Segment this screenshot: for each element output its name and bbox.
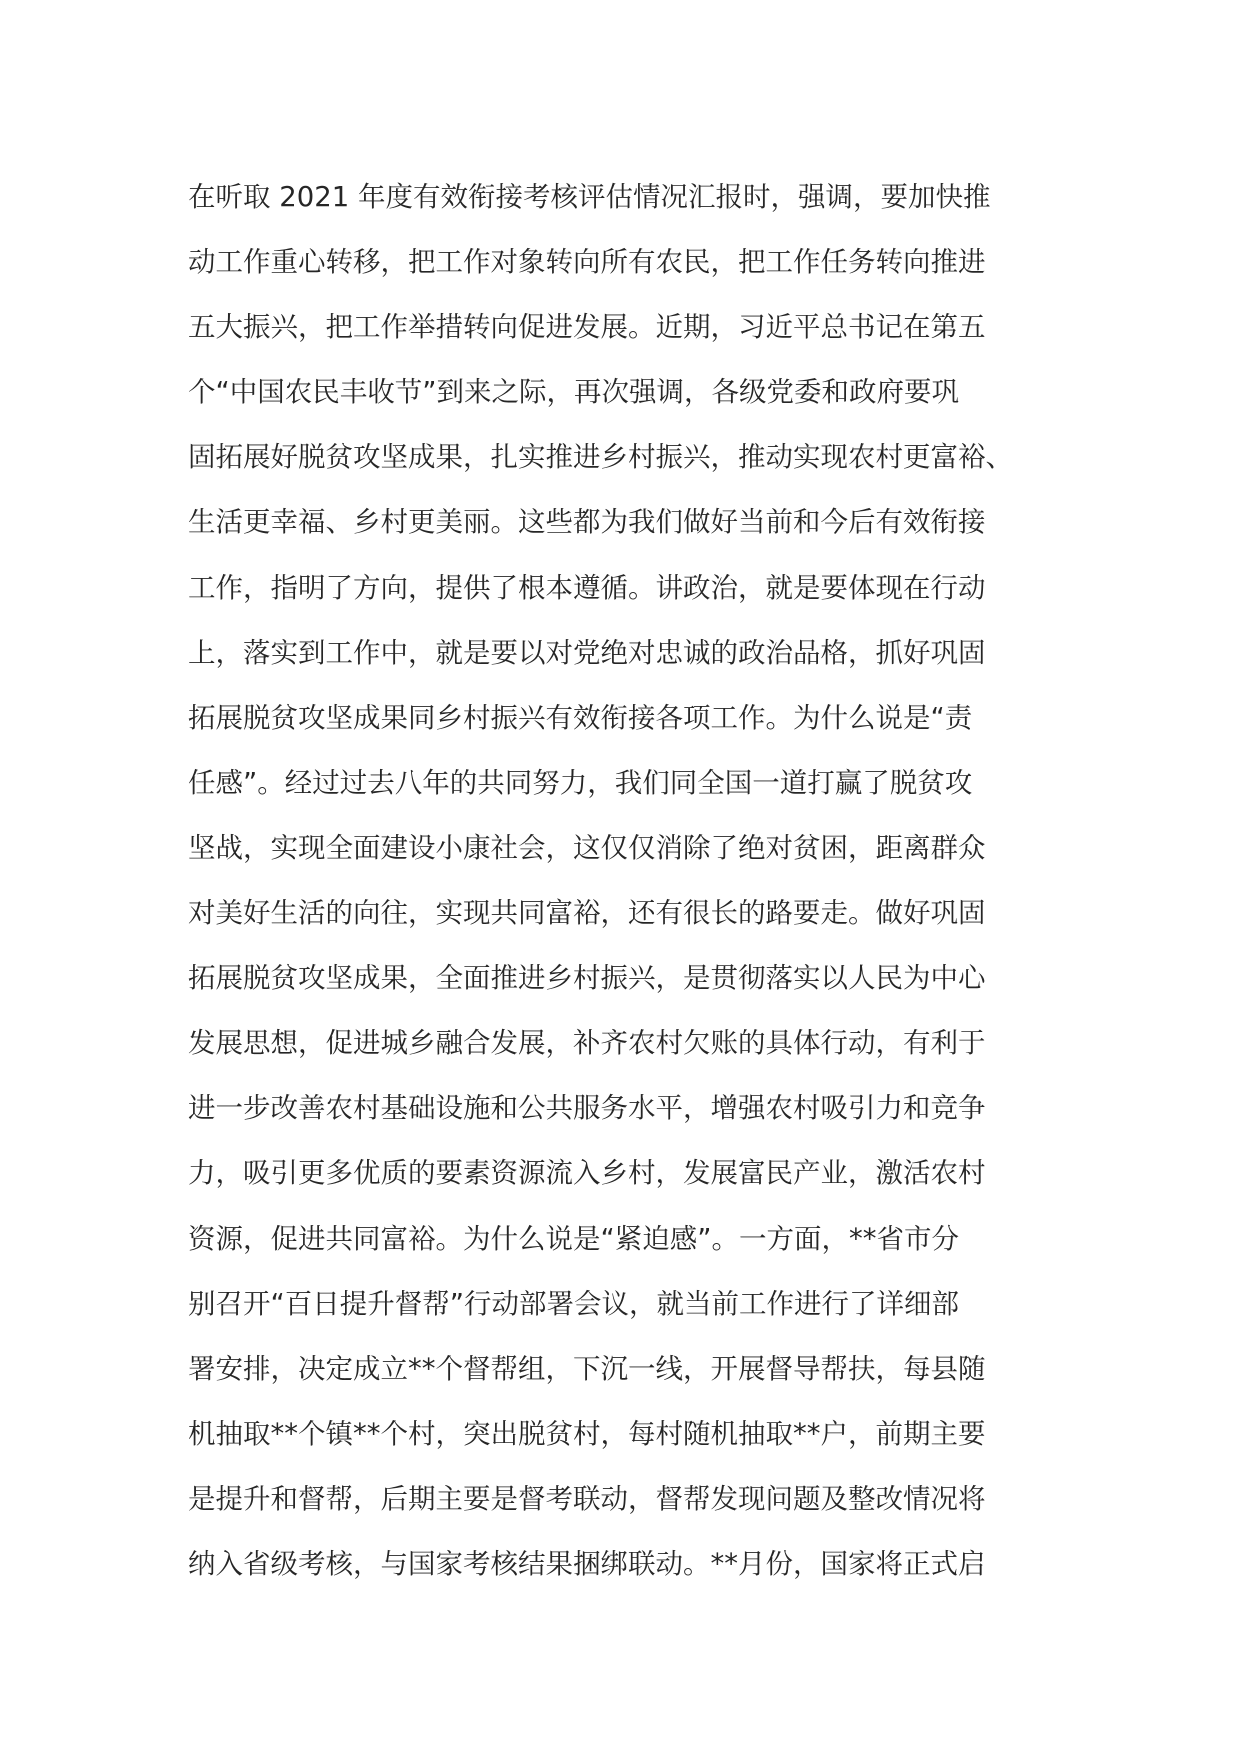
text-line-10: 任感”。经过过去八年的共同努力，我们同全国一道打赢了脱贫攻 [188,766,973,799]
body-paragraph [188,172,1068,1604]
text-line-14: 发展思想，促进城乡融合发展，补齐农村欠账的具体行动，有利于 [188,1027,986,1060]
text-line-18: 别召开“百日提升督帮”行动部署会议，就当前工作进行了详细部 [188,1287,959,1320]
text-line-21: 是提升和督帮，后期主要是督考联动，督帮发现问题及整改情况将 [188,1482,986,1515]
text-line-13: 拓展脱贫攻坚成果，全面推进乡村振兴，是贯彻落实以人民为中心 [188,962,986,995]
text-line-6: 生活更幸福、乡村更美丽。这些都为我们做好当前和今后有效衔接 [188,506,986,539]
text-line-17: 资源，促进共同富裕。为什么说是“紧迫感”。一方面，**省市分 [188,1222,959,1255]
text-line-16: 力，吸引更多优质的要素资源流入乡村，发展富民产业，激活农村 [188,1157,986,1190]
text-line-19: 署安排，决定成立**个督帮组，下沉一线，开展督导帮扶，每县随 [188,1352,986,1385]
text-line-2: 动工作重心转移，把工作对象转向所有农民，把工作任务转向推进 [188,246,986,279]
text-line-22: 纳入省级考核，与国家考核结果捆绑联动。**月份，国家将正式启 [188,1547,986,1580]
text-line-20: 机抽取**个镇**个村，突出脱贫村，每村随机抽取**户，前期主要 [188,1417,986,1450]
text-line-5: 固拓展好脱贫攻坚成果，扎实推进乡村振兴，推动实现农村更富裕、 [188,441,1013,474]
text-line-7: 工作，指明了方向，提供了根本遵循。讲政治，就是要体现在行动 [188,571,986,604]
text-line-15: 进一步改善农村基础设施和公共服务水平，增强农村吸引力和竞争 [188,1092,986,1125]
text-line-8: 上，落实到工作中，就是要以对党绝对忠诚的政治品格，抓好巩固 [188,636,986,669]
text-line-4: 个“中国农民丰收节”到来之际，再次强调，各级党委和政府要巩 [188,376,959,409]
text-line-12: 对美好生活的向往，实现共同富裕，还有很长的路要走。做好巩固 [188,897,986,930]
text-line-9: 拓展脱贫攻坚成果同乡村振兴有效衔接各项工作。为什么说是“责 [188,701,973,734]
text-line-3: 五大振兴，把工作举措转向促进发展。近期，习近平总书记在第五 [188,311,986,344]
text-line-1: 在听取 2021 年度有效衔接考核评估情况汇报时，强调，要加快推 [188,181,991,213]
text-line-11: 坚战，实现全面建设小康社会，这仅仅消除了绝对贫困，距离群众 [188,831,986,864]
